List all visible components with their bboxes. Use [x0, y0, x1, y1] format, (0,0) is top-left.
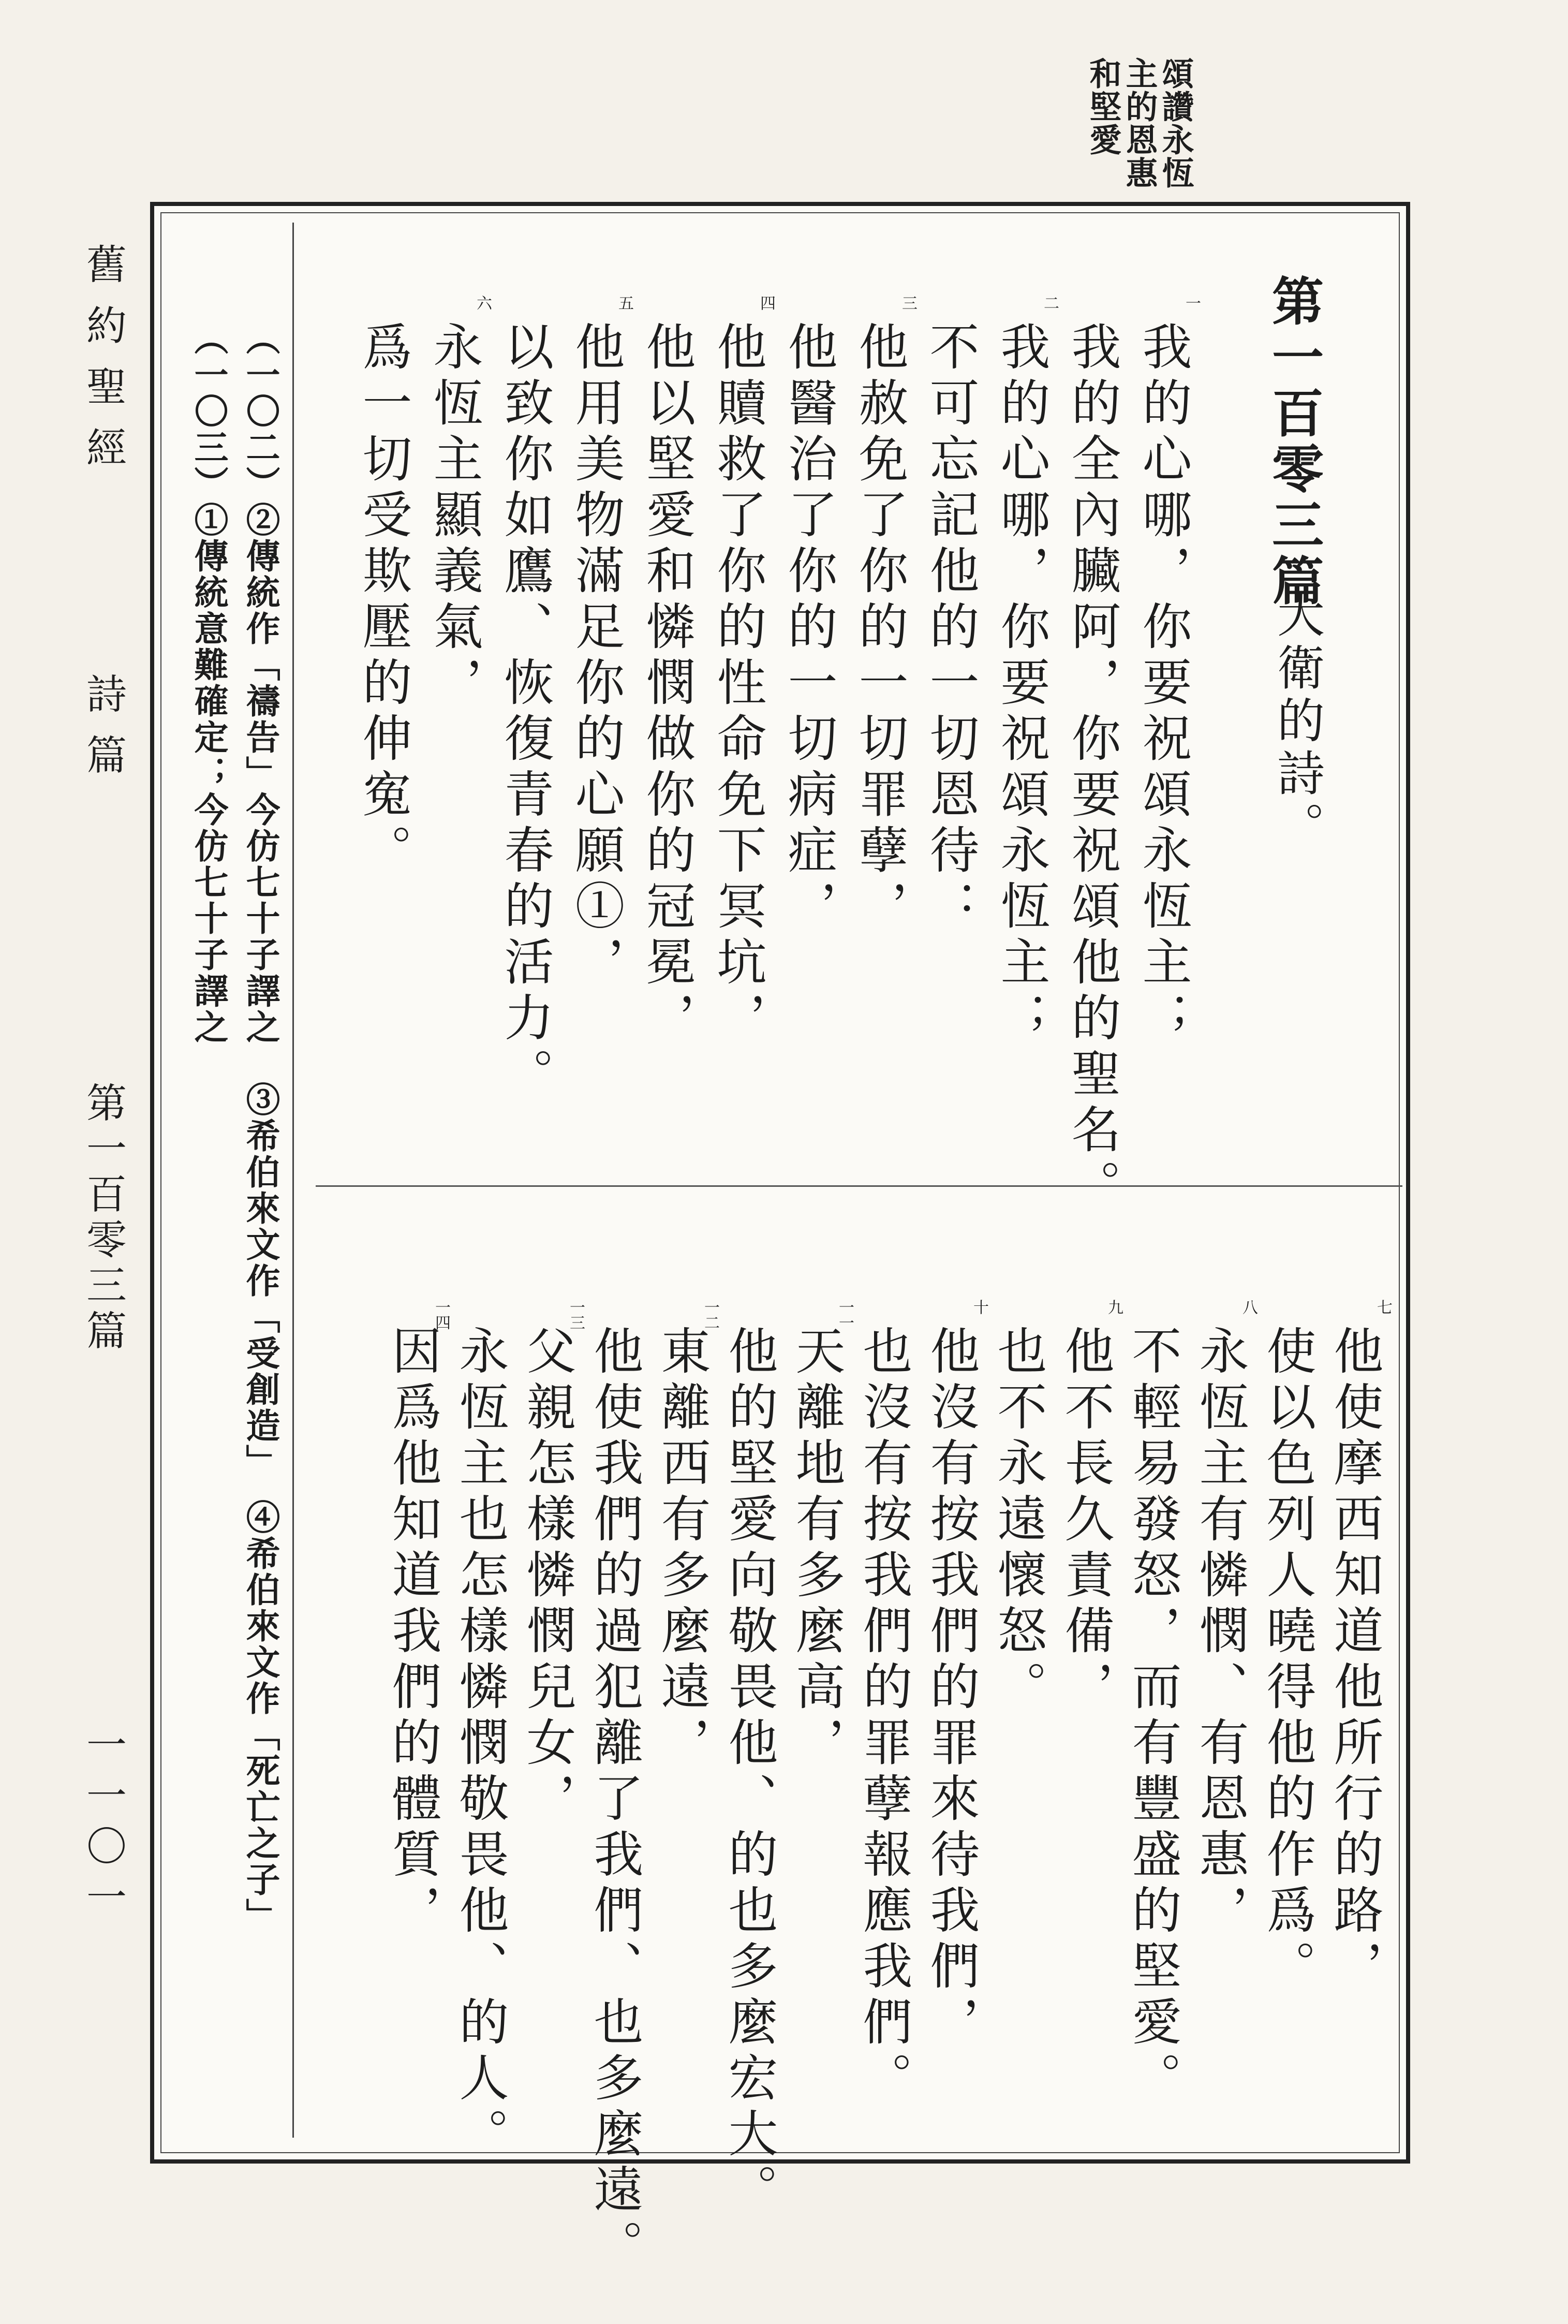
verse-line: 他使摩西知道他所行的路， [1326, 1325, 1384, 1996]
verse-line: 永恆主顯義氣， [425, 321, 483, 712]
column-divider [316, 1185, 1402, 1187]
psalm-title: 第一百零三篇 [1263, 274, 1324, 610]
verse-number: 十 [970, 1299, 988, 1315]
verse-line: 也不永遠懷怒。 [989, 1325, 1047, 1716]
verse-line: 我的心哪，你要祝頌永恆主； [1134, 321, 1192, 1048]
verse-number: 五 [615, 295, 633, 311]
verse-number: 一 [1182, 295, 1201, 311]
footnote-2: （一〇三）①傳統意難確定；今仿七十子譯之 [188, 321, 229, 1046]
verse-number: 九 [1105, 1299, 1123, 1315]
topic-line-2: 主的恩惠 [1120, 57, 1158, 189]
verse-number: 六 [474, 295, 492, 311]
verse-line: 東離西有多麼遠， [653, 1325, 711, 1772]
verse-number: 一二 [701, 1299, 719, 1330]
verse-line: 他贖救了你的性命免下冥坑， [709, 321, 767, 1048]
running-head-section: 詩篇 [80, 673, 126, 795]
verse-line: 以致你如鷹、恢復青春的活力。 [496, 321, 554, 1104]
verse-line: 他以堅愛和憐憫做你的冠冕， [638, 321, 696, 1048]
verse-line: 他的堅愛向敬畏他、的也多麼宏大。 [720, 1325, 778, 2219]
verse-line: 他不長久責備， [1057, 1325, 1115, 1716]
verse-number: 二 [1041, 295, 1059, 311]
topic-line-1: 頌讚永恆 [1157, 57, 1194, 189]
verse-line: 他用美物滿足你的心願①， [567, 321, 625, 992]
verse-line: 他沒有按我們的罪來待我們， [922, 1325, 980, 2052]
verse-line: 永恆主也怎樣憐憫敬畏他、的人。 [451, 1325, 509, 2164]
psalm-subtitle: 大衛的詩。 [1269, 590, 1325, 854]
verse-line: 不可忘記他的一切恩待： [922, 321, 980, 936]
topic-line-3: 和堅愛 [1084, 57, 1122, 156]
verse-number: 七 [1374, 1299, 1392, 1315]
verse-line: 我的全內臟阿，你要祝頌他的聖名。 [1063, 321, 1121, 1215]
verse-number: 八 [1239, 1299, 1258, 1315]
verse-line: 爲一切受欺壓的伸寃。 [354, 321, 412, 880]
verse-number: 一一 [836, 1299, 854, 1330]
running-head-psalm: 第一百零三篇 [80, 1082, 126, 1355]
verse-number: 四 [757, 295, 775, 311]
footnote-1: （一〇二）②傳統作「禱告」今仿七十子譯之 ③希伯來文作「受創造」 ④希伯來文作「死亡之子」 [240, 321, 280, 1934]
verse-number: 三 [899, 295, 917, 311]
verse-line: 永恆主有憐憫、有恩惠， [1191, 1325, 1249, 1940]
verse-line: 他醫治了你的一切病症， [780, 321, 838, 936]
verse-line: 也沒有按我們的罪孽報應我們。 [855, 1325, 913, 2108]
verse-number: 一四 [432, 1299, 450, 1330]
verse-line: 因爲他知道我們的體質， [384, 1325, 442, 1940]
verse-line: 使以色列人曉得他的作爲。 [1259, 1325, 1316, 1996]
footnote-divider [292, 223, 294, 2138]
verse-line: 不輕易發怒，而有豐盛的堅愛。 [1124, 1325, 1182, 2108]
verse-number: 一三 [567, 1299, 585, 1330]
verse-line: 他使我們的過犯離了我們、也多麼遠。 [586, 1325, 644, 2275]
verse-line: 天離地有多麼高， [788, 1325, 846, 1772]
page-number: 一一〇一 [80, 1724, 126, 1926]
verse-line: 他赦免了你的一切罪孽， [851, 321, 909, 936]
verse-line: 我的心哪，你要祝頌永恆主； [993, 321, 1051, 1048]
running-head-book: 舊約聖經 [80, 243, 126, 488]
verse-line: 父親怎樣憐憫兒女， [519, 1325, 576, 1828]
